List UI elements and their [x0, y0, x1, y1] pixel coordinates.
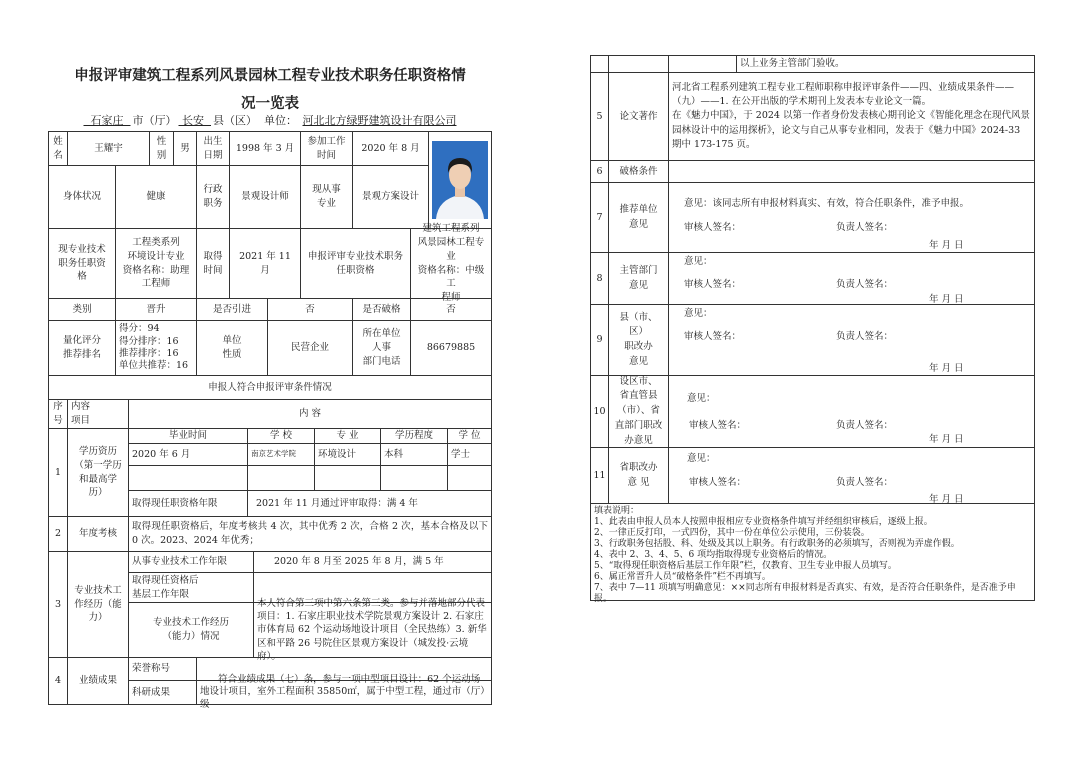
- research-value: 符合业绩成果（七）条，参与一项中型项目设计：62 个运动场地设计项目，室外工程面积 35850㎡，属于中型工程，通过市（厅）级: [196, 680, 492, 705]
- sign-date: 年 月 日: [929, 434, 964, 445]
- health-value: 健康: [115, 165, 197, 229]
- name-value: 王耀宇: [67, 131, 150, 166]
- edu-col-major: 专 业: [314, 428, 381, 444]
- score-value: 得分：94 得分排序：16 推荐排序：16 单位共推荐：16: [115, 320, 197, 376]
- category-label: 类别: [48, 298, 116, 321]
- edu-label: 学历资历 （第一学历 和最高学 历）: [67, 428, 129, 517]
- category-value: 晋升: [115, 298, 197, 321]
- current-qual-label: 现专业技术 职务任职资 格: [48, 228, 116, 299]
- cont-no: [590, 55, 609, 73]
- edu-empty: [447, 465, 492, 491]
- opinion-text: 意见：: [684, 308, 713, 319]
- edu-col-grad-time: 毕业时间: [128, 428, 248, 444]
- header-no: 序 号: [48, 399, 68, 429]
- edu-grad-time: 2020 年 6 月: [128, 443, 248, 466]
- edu-col-degree: 学 位: [447, 428, 492, 444]
- hr-phone-label: 所在单位 人事 部门电话: [352, 320, 411, 376]
- leader-signature: 负责人签名：: [836, 420, 894, 431]
- unit-label: 单位：: [264, 114, 297, 127]
- major-label: 现从事 专业: [300, 165, 353, 229]
- edu-empty: [247, 465, 315, 491]
- major-value: 景观方案设计: [352, 165, 429, 229]
- obtain-time-value: 2021 年 11 月: [229, 228, 301, 299]
- doc-title-line2: 况一览表: [241, 96, 299, 112]
- qual-years-label: 取得现任职资格年限: [128, 490, 248, 517]
- paper-no: 5: [590, 72, 609, 161]
- paper-label: 论文著作: [608, 72, 669, 161]
- edu-degree: 学士: [447, 443, 492, 466]
- opinion-no: 10: [590, 375, 609, 448]
- header-item: 内容 项目: [67, 399, 129, 429]
- leader-signature: 负责人签名：: [836, 331, 894, 342]
- unit-nature-value: 民营企业: [267, 320, 353, 376]
- apply-qual-label: 申报评审专业技术职务 任职资格: [300, 228, 411, 299]
- edu-level: 本科: [380, 443, 448, 466]
- cont-sub: [668, 55, 737, 73]
- opinion-text: 意见：该同志所有申报材料真实、有效，符合任职条件，准予申报。: [684, 198, 970, 209]
- exception-value: 否: [410, 298, 492, 321]
- header-content: 内 容: [128, 399, 492, 429]
- opinion-cell: [668, 375, 1035, 448]
- reviewer-signature: 审核人签名：: [684, 279, 742, 290]
- photo-cell: [428, 131, 492, 229]
- research-continued: 以上业务主管部门验收。: [736, 55, 1035, 73]
- opinion-label: 推荐单位 意见: [608, 182, 669, 253]
- honor-label: 荣誉称号: [128, 657, 197, 681]
- exception-label: 是否破格: [352, 298, 411, 321]
- exp-label: 专业技术工 作经历（能 力）: [67, 551, 129, 658]
- leader-signature: 负责人签名：: [836, 279, 894, 290]
- admin-post-label: 行政 职务: [196, 165, 230, 229]
- exp-detail-label: 专业技术工作经历 （能力）情况: [128, 602, 254, 658]
- opinion-cell: [668, 252, 1035, 305]
- exp-years-value: 2020 年 8 月至 2025 年 8 月，满 5 年: [253, 551, 492, 573]
- opinion-label: 设区市、 省直管县 （市）、省 直部门职改 办意见: [608, 375, 669, 448]
- gender-value: 男: [173, 131, 197, 166]
- reviewer-signature: 审核人签名：: [684, 331, 742, 342]
- opinion-label: 省职改办 意 见: [608, 447, 669, 504]
- county: 长安: [182, 114, 204, 127]
- section-title: 申报人符合申报评审条件情况: [48, 375, 492, 400]
- leader-signature: 负责人签名：: [836, 477, 894, 488]
- sign-date: 年 月 日: [929, 494, 964, 505]
- name-label: 姓 名: [48, 131, 68, 166]
- exception-cond-label: 破格条件: [608, 160, 669, 183]
- county-suffix: 县（区）: [213, 114, 257, 127]
- opinion-text: 意见：: [684, 256, 713, 267]
- perf-no: 4: [48, 657, 68, 705]
- sign-date: 年 月 日: [929, 240, 964, 251]
- cont-label: [608, 55, 669, 73]
- introduced-label: 是否引进: [196, 298, 268, 321]
- opinion-text: 意见：: [687, 393, 716, 404]
- research-label: 科研成果: [128, 680, 197, 705]
- opinion-label: 县（市、区） 职改办 意见: [608, 304, 669, 376]
- opinion-no: 11: [590, 447, 609, 504]
- annual-text: 取得现任职资格后，年度考核共 4 次，其中优秀 2 次，合格 2 次，基本合格及以下 0 次。2023、2024 年优秀；: [128, 516, 492, 552]
- edu-col-school: 学 校: [247, 428, 315, 444]
- annual-no: 2: [48, 516, 68, 552]
- opinion-no: 8: [590, 252, 609, 305]
- gender-label: 性 别: [149, 131, 174, 166]
- annual-label: 年度考核: [67, 516, 129, 552]
- filling-instructions: 填表说明： 1、此表由申报人员本人按照申报相应专业资格条件填写并经组织审核后，逐级上报。 2、一律正反打印，一式四份，其中一份在单位公示使用，三份装袋。 3、行政职务包括股、科、处级及其以上职务。有行政职务的必须填写，否则视为弄虚作假。 4、表中 2、3、4、5、6 项均指取得现专业资格后的情况。 5、“取得现任职资格后基层工作年限”栏，仅教育、卫生专业申报人员填写。 6、属正常晋升人员“破格条件”栏不再填写。 7、表中 7—11 项填写明确意见：××同志所有申报材料是否真实、有效，是否符合任职条件，是否准予申报。: [590, 503, 1035, 601]
- subtitle: [48, 112, 492, 128]
- opinion-no: 9: [590, 304, 609, 376]
- health-label: 身体状况: [48, 165, 116, 229]
- opinion-cell: [668, 304, 1035, 376]
- unit-nature-label: 单位 性质: [196, 320, 268, 376]
- reviewer-signature: 审核人签名：: [689, 420, 747, 431]
- exception-cond-value: [668, 160, 1035, 183]
- city: 石家庄: [90, 114, 124, 127]
- perf-label: 业绩成果: [67, 657, 129, 705]
- opinion-no: 7: [590, 182, 609, 253]
- birth-label: 出生 日期: [196, 131, 230, 166]
- exp-detail-value: 本人符合第三项中第六条第三类。参与并落地部分代表项目：1. 石家庄职业技术学院景观方案设计 2. 石家庄市体育局 62 个运动场地设计项目（全民热练）3. 新华区和平路 26 号院住区景观方案设计（城发投·云境府）。: [253, 602, 492, 658]
- edu-no: 1: [48, 428, 68, 517]
- apply-qual-value: 建筑工程系列 风景园林工程专 业 资格名称：中级工 程师: [410, 228, 492, 299]
- opinion-cell: [668, 447, 1035, 504]
- score-label: 量化评分 推荐排名: [48, 320, 116, 376]
- opinion-label: 主管部门 意见: [608, 252, 669, 305]
- reviewer-signature: 审核人签名：: [689, 477, 747, 488]
- reviewer-signature: 审核人签名：: [684, 222, 742, 233]
- opinion-cell: [668, 182, 1035, 253]
- exp-years-label: 从事专业技术工作年限: [128, 551, 254, 573]
- applicant-photo: [432, 141, 488, 219]
- edu-empty: [314, 465, 381, 491]
- paper-text: 河北省工程系列建筑工程专业工程师职称申报评审条件——四、业绩成果条件——（九）——1. 在公开出版的学术期刊上发表本专业论文一篇。 在《魅力中国》，于 2024 以第一作者身份发表核心期刊论文《智能化理念在现代风景园林设计中的运用探析》，论文与自己从事专业相同，发表于《魅力中国》2024-33 期中 173-175 页。: [668, 72, 1035, 161]
- obtain-time-label: 取得 时间: [196, 228, 230, 299]
- unit: 河北北方绿野建筑设计有限公司: [302, 114, 457, 127]
- exception-cond-no: 6: [590, 160, 609, 183]
- city-suffix: 市（厅）: [132, 114, 177, 127]
- edu-empty: [380, 465, 448, 491]
- edu-major: 环境设计: [314, 443, 381, 466]
- admin-post-value: 景观设计师: [229, 165, 301, 229]
- exp-no: 3: [48, 551, 68, 658]
- leader-signature: 负责人签名：: [836, 222, 894, 233]
- birth-value: 1998 年 3 月: [229, 131, 301, 166]
- sign-date: 年 月 日: [929, 363, 964, 374]
- doc-title-line1: 申报评审建筑工程系列风景园林工程专业技术职务任职资格情: [74, 68, 466, 84]
- qual-years-value: 2021 年 11 月通过评审取得：满 4 年: [247, 490, 492, 517]
- sign-date: 年 月 日: [929, 294, 964, 305]
- hr-phone-value: 86679885: [410, 320, 492, 376]
- introduced-value: 否: [267, 298, 353, 321]
- edu-empty: [128, 465, 248, 491]
- work-start-value: 2020 年 8 月: [352, 131, 429, 166]
- current-qual-value: 工程类系列 环境设计专业 资格名称：助理 工程师: [115, 228, 197, 299]
- opinion-text: 意见：: [687, 453, 716, 464]
- work-start-label: 参加工作 时间: [300, 131, 353, 166]
- base-years-label: 取得现任资格后 基层工作年限: [128, 572, 254, 603]
- edu-school: 南京艺术学院: [247, 443, 315, 466]
- edu-col-level: 学历程度: [380, 428, 448, 444]
